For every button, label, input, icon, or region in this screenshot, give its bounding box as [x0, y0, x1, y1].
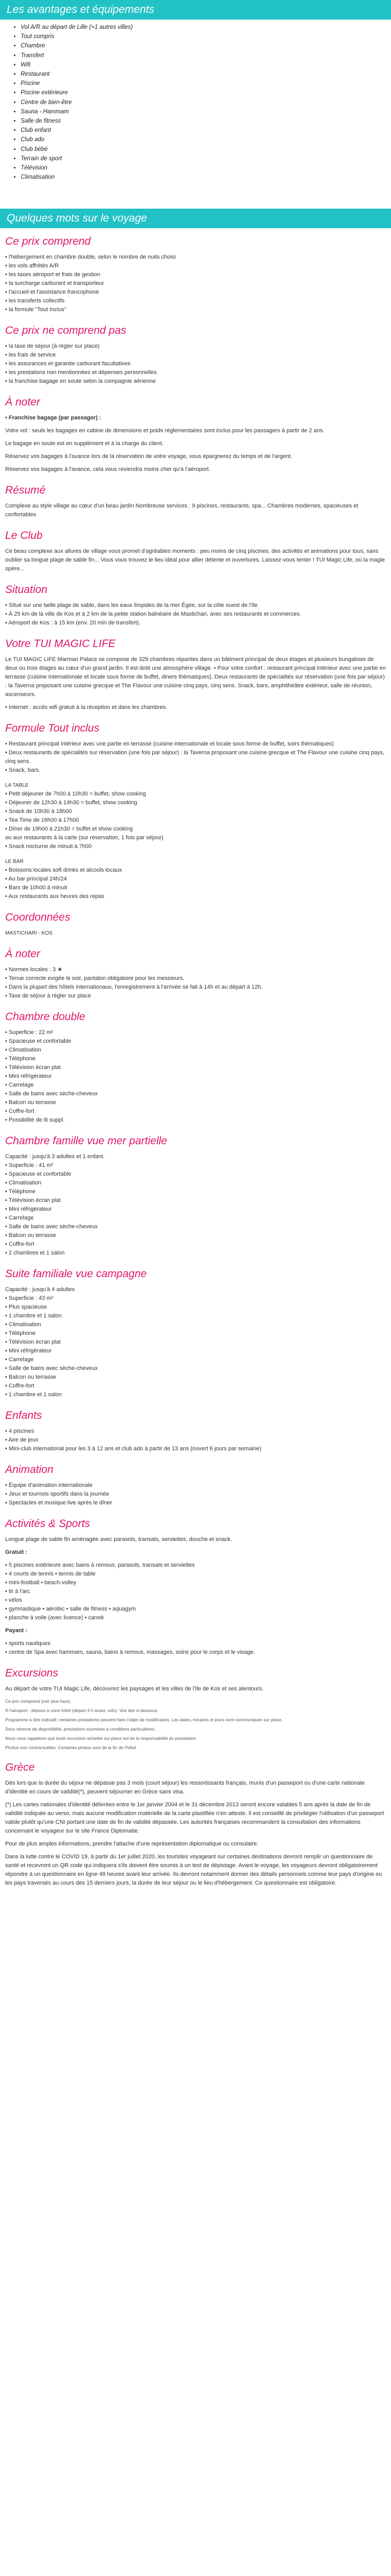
- excursions-text: Au départ de votre TUI Magic Life, découvrez les paysages et les villes de l'île de Kos et ses alentours.: [5, 1686, 264, 1692]
- situation-list: [5, 601, 386, 628]
- excursion-note: Sous réserve de disponibilité, prestations soumises à conditions particulières.: [5, 1726, 156, 1732]
- amenities-list: [0, 20, 391, 189]
- list-item: • Téléphone: [5, 1056, 36, 1062]
- section-title-activites: Activités & Sports: [5, 1518, 90, 1530]
- list-item: • 1 chambre et 1 salon: [5, 1313, 62, 1319]
- list-item: • Climatisation: [5, 1047, 41, 1054]
- votre-tui-internet: • Internet : accès wifi gratuit à la réception et dans les chambres.: [5, 704, 168, 711]
- excursion-note: Programme à titre indicatif, certaines prestations peuvent faire l'objet de modification. Les dates, horaires et jours sont communiqués sur place.: [5, 1717, 283, 1723]
- amenity-item: • Sauna - Hammam: [21, 107, 391, 116]
- list-item: • la franchise bagage en soute selon la compagnie aérienne: [5, 378, 156, 385]
- club-text: Ce beau complexe aux allures de village vous promet d'agréables moments : peu moins de cinq piscines, des activités et animations pour tous, sans oublier sa longue plage de sable fin... Vous vous trouvez le lieu idéal pour allier détente et ouvertures. Laissez-vous tenter ! TUI Magic Life, où la magie opère...: [5, 548, 385, 572]
- list-item: • Plus spacieuse: [5, 1304, 47, 1311]
- list-item: • mini-football • beach-volley: [5, 1580, 76, 1586]
- list-item: • Mini réfrigérateur: [5, 1348, 52, 1354]
- section-title-resume: Résumé: [5, 484, 46, 497]
- list-item: • Tea Time de 16h00 à 17h00: [5, 817, 79, 824]
- suite-list: [5, 1285, 386, 1399]
- list-item: • Taxe de séjour à régler sur place: [5, 993, 91, 999]
- list-item: • Aire de jeux: [5, 1437, 39, 1444]
- amenity-item: • Wifi: [21, 60, 391, 70]
- list-item: ou aux restaurants à la carte (sur réservation, 1 fois par séjour): [5, 835, 164, 841]
- section-title-grece: Grèce: [5, 1761, 35, 1774]
- list-item: • planche à voile (avec licence) • canoë: [5, 1615, 104, 1621]
- le-bar-title: LE BAR: [5, 859, 24, 865]
- voyage-title: Quelques mots sur le voyage: [7, 212, 147, 225]
- amenity-item: • Télévision: [21, 163, 391, 173]
- list-item: • 5 piscines extérieure avec bains à remous, parasols, transats et serviettes: [5, 1562, 195, 1569]
- gratuit-title: Gratuit :: [5, 1549, 27, 1556]
- list-item: • Jeux et tournois sportifs dans la journée: [5, 1491, 109, 1498]
- section-title-coordonnees: Coordonnées: [5, 911, 71, 924]
- amenity-item: • Salle de fitness: [21, 116, 391, 126]
- voyage-content: [0, 235, 391, 1888]
- ne-prix-list: [5, 342, 386, 386]
- list-item: Capacité : jusqu'à 4 adultes: [5, 1286, 75, 1293]
- amenity-item: • Vol A/R au départ de Lille (+1 autres villes): [21, 23, 391, 32]
- list-item: • les assurances et garantie carburant facultatives: [5, 361, 131, 367]
- list-item: • l'accueil et l'assistance francophone: [5, 289, 99, 296]
- chambre-double-list: [5, 1028, 386, 1125]
- list-item: • Restaurant principal intérieur avec une partie en terrasse (cuisine internationale et locale sous forme de buffet, soirs thématiques): [5, 741, 334, 748]
- list-item: • 4 piscines: [5, 1428, 34, 1435]
- list-item: • Téléphone: [5, 1189, 36, 1195]
- list-item: • Carrelage: [5, 1082, 34, 1089]
- excursion-note: Nous vous rappelons que toute excursion achetée sur place est de la responsabilité du prestataire.: [5, 1736, 197, 1741]
- list-item: • Situé sur une belle plage de sable, dans les eaux limpides de la mer Égée, sur la côte ouest de l'île.: [5, 602, 259, 609]
- activites-intro: Longue plage de sable fin aménagée avec parasols, transats, serviettes, douche et snack.: [5, 1536, 232, 1543]
- list-item: • Salle de bains avec sèche-cheveux: [5, 1224, 98, 1230]
- list-item: • la taxe de séjour (à régler sur place): [5, 343, 100, 350]
- amenity-item: • Transfert: [21, 51, 391, 60]
- list-item: • Coffre-fort: [5, 1108, 35, 1115]
- amenity-item: • Piscine: [21, 79, 391, 88]
- section-title-formule: Formule Tout inclus: [5, 722, 100, 735]
- section-title-chambre-double: Chambre double: [5, 1011, 86, 1023]
- list-item: • sports nautiques: [5, 1640, 51, 1647]
- list-item: • Snack, bars.: [5, 767, 41, 774]
- list-item: • Deux restaurants de spécialités sur réservation (une fois par séjour) : la Taverna proposant une cuisine grecque et The Flavour une cuisine cinq pays, cinq sens.: [5, 750, 385, 765]
- list-item: • Boissons locales soft drinks et alcools locaux: [5, 867, 122, 874]
- amenity-item: • Restaurant: [21, 70, 391, 79]
- list-item: • les prestations non mentionnées et dépenses personnelles: [5, 369, 157, 376]
- list-item: • Télévision écran plat: [5, 1064, 61, 1071]
- list-item: • Déjeuner de 12h30 à 14h30 = buffet, show cooking: [5, 800, 137, 806]
- grece-text-2: (*) Les cartes nationales d'identité délivrées entre le 1er janvier 2004 et le 31 décembre 2013 seront encore valables 5 ans après la date de fin de validité indiquée au verso, mais aucune modification matérielle de la carte plastifiée n'en atteste. Il est conseillé de privilégier l'utilisation d'un passeport valide plutôt qu'une CNI portant une date de fin de validité dépassée. Les autorités françaises recommandent la consultation des informations concernant le voyageur sur le site France Diplomatie.: [5, 1802, 384, 1835]
- le-bar-list: [5, 866, 386, 901]
- list-item: • Spectacles et musique live après le dîner: [5, 1500, 112, 1506]
- list-item: • Superficie : 22 m²: [5, 1029, 54, 1036]
- amenity-item: • Chambre: [21, 41, 391, 50]
- list-item: • vélos: [5, 1597, 22, 1604]
- list-item: • Télévision écran plat: [5, 1339, 61, 1346]
- list-item: • Balcon ou terrasse: [5, 1099, 56, 1106]
- list-item: • Superficie : 41 m²: [5, 1162, 54, 1169]
- a-noter-text-2: Le bagage en soute est en supplément et à la charge du client.: [5, 440, 164, 447]
- a-noter-text-3: Réservez vos bagages à l'avance lors de la réservation de votre voyage, vous épargnerez du temps et de l'argent.: [5, 453, 292, 460]
- section-title-club: Le Club: [5, 530, 43, 542]
- section-title-excursions: Excursions: [5, 1667, 58, 1680]
- list-item: • Bars de 10h00 à minuit: [5, 885, 68, 891]
- list-item: • la formule "Tout Inclus": [5, 307, 67, 313]
- list-item: • Spacieuse et confortable: [5, 1038, 71, 1045]
- list-item: • Dîner de 19h00 à 21h30 = buffet et show cooking: [5, 826, 133, 833]
- section-title-a-noter: À noter: [5, 396, 40, 409]
- section-title-a-noter-2: À noter: [5, 948, 40, 960]
- list-item: • l'hébergement en chambre double, selon le nombre de nuits choisi: [5, 254, 176, 261]
- excursion-note: Ce prix comprend (voir plus haut).: [5, 1699, 72, 1704]
- amenity-item: • Piscine extérieure: [21, 88, 391, 97]
- list-item: • Dans la plupart des hôtels internationaux, l'enregistrement à l'arrivée se fait à 14h et au départ à 12h.: [5, 984, 263, 991]
- list-item: • tir à l'arc: [5, 1588, 30, 1595]
- list-item: • la surcharge carburant et transporteur: [5, 280, 104, 287]
- animation-list: [5, 1481, 386, 1507]
- excursions-notes: [5, 1698, 386, 1751]
- list-item: • 4 courts de tennis • tennis de table: [5, 1571, 96, 1578]
- section-title-ne-prix: Ce prix ne comprend pas: [5, 325, 126, 337]
- list-item: • les transferts collectifs: [5, 298, 65, 304]
- excursion-note: Photos non contractuelles. Certaines photos sont de la fin de l'hôtel.: [5, 1745, 137, 1751]
- list-item: • Téléphone: [5, 1330, 36, 1337]
- list-item: • Mini réfrigérateur: [5, 1206, 52, 1213]
- amenities-header: [0, 0, 391, 20]
- list-item: • Carrelage: [5, 1357, 34, 1363]
- list-item: • gymnastique • aérobic • salle de fitness • aquagym: [5, 1606, 136, 1613]
- excursion-note: À l'aéroport : dépose à votre hôtel (départ 3 h avant, vols). Voir lien ci-dessous.: [5, 1708, 158, 1714]
- list-item: • Aux restaurants aux heures des repas: [5, 893, 105, 900]
- amenity-item: • Club enfant: [21, 126, 391, 135]
- section-title-votre-tui: Votre TUI MAGIC LIFE: [5, 638, 116, 650]
- grece-text-3: Pour de plus amples informations, prendre l'attache d'une représentation diplomatique ou consulaire.: [5, 1841, 258, 1848]
- list-item: • les taxes aéroport et frais de gestion: [5, 272, 101, 278]
- list-item: • Coffre-fort: [5, 1241, 35, 1248]
- list-item: • Salle de bains avec sèche-cheveux: [5, 1365, 98, 1372]
- list-item: • Balcon ou terrasse: [5, 1232, 56, 1239]
- list-item: • Au bar principal 24h/24: [5, 876, 67, 883]
- list-item: • Mini réfrigérateur: [5, 1073, 52, 1080]
- list-item: • Normes locales : 3 ★: [5, 967, 62, 973]
- list-item: • Équipe d'animation internationale: [5, 1482, 93, 1489]
- list-item: • Aéroport de Kos : à 15 km (env. 20 min de transfert).: [5, 620, 141, 626]
- amenity-item: • Terrain de sport: [21, 154, 391, 163]
- coordonnees-text: MASTICHARI - KOS: [5, 930, 53, 937]
- votre-tui-text: Le TUI MAGIC LIFE Marmari Palace se compose de 329 chambres réparties dans un bâtiment principal de deux étages et plusieurs bungalows de deux ou trois étages au cœur d'un grand jardin. Il est doté une atmosphère village. • Pour votre confort : restaurant principal intérieur avec une partie en terrasse (cuisine internationale et locale sous forme de buffet, diners thématiques). Deux restaurants de spécialités sur réservation (une fois par séjour) : la Taverna proposant une cuisine grecque et The Flavour une cuisine cinq pays, cinq sens. Snack, bars, amphithéâtre extérieur, salle de réunion, ascenseurs.: [5, 656, 386, 698]
- amenities-title: Les avantages et équipements: [7, 4, 155, 15]
- chambre-famille-list: [5, 1153, 386, 1258]
- list-item: • Mini-club international pour les 3 à 12 ans et club ado à partir de 13 ans (ouvert 6 jours par semaine): [5, 1446, 262, 1452]
- list-item: • Snack nocturne de minuit à 7h00: [5, 843, 92, 850]
- list-item: • Tenue correcte exigée le soir, pantalon obligatoire pour les messieurs.: [5, 975, 185, 982]
- section-title-enfants: Enfants: [5, 1410, 42, 1422]
- section-title-suite: Suite familiale vue campagne: [5, 1268, 147, 1280]
- amenity-item: • Climatisation: [21, 173, 391, 182]
- amenity-item: • Tout compris: [21, 32, 391, 41]
- section-title-animation: Animation: [5, 1464, 54, 1476]
- a-noter-2-list: [5, 965, 386, 1001]
- la-table-title: LA TABLE: [5, 783, 29, 789]
- list-item: • Carrelage: [5, 1215, 34, 1222]
- amenity-item: • Centre de bien-être: [21, 98, 391, 107]
- list-item: • 2 chambres et 1 salon: [5, 1250, 65, 1257]
- a-noter-lead: • Franchise bagage (par passager) :: [5, 415, 102, 421]
- section-title-chambre-famille: Chambre famille vue mer partielle: [5, 1135, 167, 1147]
- list-item: • Salle de bains avec sèche-cheveux: [5, 1091, 98, 1097]
- list-item: • Télévision écran plat: [5, 1197, 61, 1204]
- list-item: • les frais de service: [5, 352, 56, 359]
- list-item: • Petit déjeuner de 7h00 à 10h30 = buffet, show cooking: [5, 791, 146, 798]
- list-item: • les vols affrétés A/R: [5, 263, 59, 269]
- ce-prix-list: [5, 253, 386, 314]
- list-item: Capacité : jusqu'à 3 adultes et 1 enfant.: [5, 1154, 105, 1160]
- la-table-list: [5, 790, 386, 851]
- amenity-item: • Club bébé: [21, 145, 391, 154]
- list-item: • Superficie : 43 m²: [5, 1295, 54, 1302]
- list-item: • À 25 km de la ville de Kos et à 2 km de la petite station balnéaire de Mastichari, avec ses restaurants et commerces.: [5, 611, 301, 618]
- a-noter-text-1: Votre vol : seuls les bagages en cabine de dimensions et poids réglementaires sont inclus pour les passagers à partir de 2 ans.: [5, 428, 324, 434]
- enfants-list: [5, 1427, 386, 1453]
- list-item: • Possibilité de lit suppl.: [5, 1117, 65, 1124]
- section-title-situation: Situation: [5, 584, 47, 596]
- formule-list: [5, 740, 386, 775]
- payant-list: [5, 1639, 386, 1657]
- list-item: • Climatisation: [5, 1321, 41, 1328]
- grece-text-1: Dès lors que la durée du séjour ne dépasse pas 3 mois (court séjour) les ressortissants français, munis d'un passeport ou d'une carte nationale d'identité en cours de validité(*), peuvent séjourner en Grèce sans visa.: [5, 1780, 365, 1795]
- amenity-item: • Club ado: [21, 135, 391, 144]
- voyage-header: [0, 209, 391, 228]
- list-item: • 1 chambre et 1 salon: [5, 1392, 62, 1398]
- section-title-ce-prix: Ce prix comprend: [5, 235, 91, 248]
- a-noter-text-4: Réservez vos bagages à l'avance, cela vous reviendra moins cher qu'à l'aéroport.: [5, 466, 210, 473]
- resume-text: Complexe au style village au cœur d'un beau jardin Nombreuse services : 9 piscines, restaurants, spa... Chambres modernes, spacieuses et confortables: [5, 503, 359, 518]
- list-item: • centre de Spa avec hammam, sauna, bains à remous, massages, soins pour le corps et le visage.: [5, 1649, 255, 1656]
- list-item: • Snack de 10h30 à 18h00: [5, 808, 72, 815]
- list-item: • Climatisation: [5, 1180, 41, 1187]
- payant-title: Payant :: [5, 1628, 27, 1634]
- list-item: • Spacieuse et confortable: [5, 1171, 71, 1178]
- gratuit-list: [5, 1561, 386, 1622]
- list-item: • Balcon ou terrasse: [5, 1374, 56, 1381]
- list-item: • Coffre-fort: [5, 1383, 35, 1389]
- grece-text-4: Dans la lutte contre le COVID 19, à partir du 1er juillet 2020, les touristes voyageant sur certaines destinations devront remplir un questionnaire de santé et recevront un QR code qui indiquera s'ils doivent être soumis à un test de dépistage. Avant le voyage, les voyageurs devront obligatoirement répondre à un questionnaire en ligne 48 heures avant leur arrivée. Ils devront notamment donner des détails personnels comme leur pays d'origine ou les pays traversés au cours des 15 derniers jours, la durée de leur séjour ou le lieu d'hébergement. Ce questionnaire est obligatoire.: [5, 1854, 382, 1887]
